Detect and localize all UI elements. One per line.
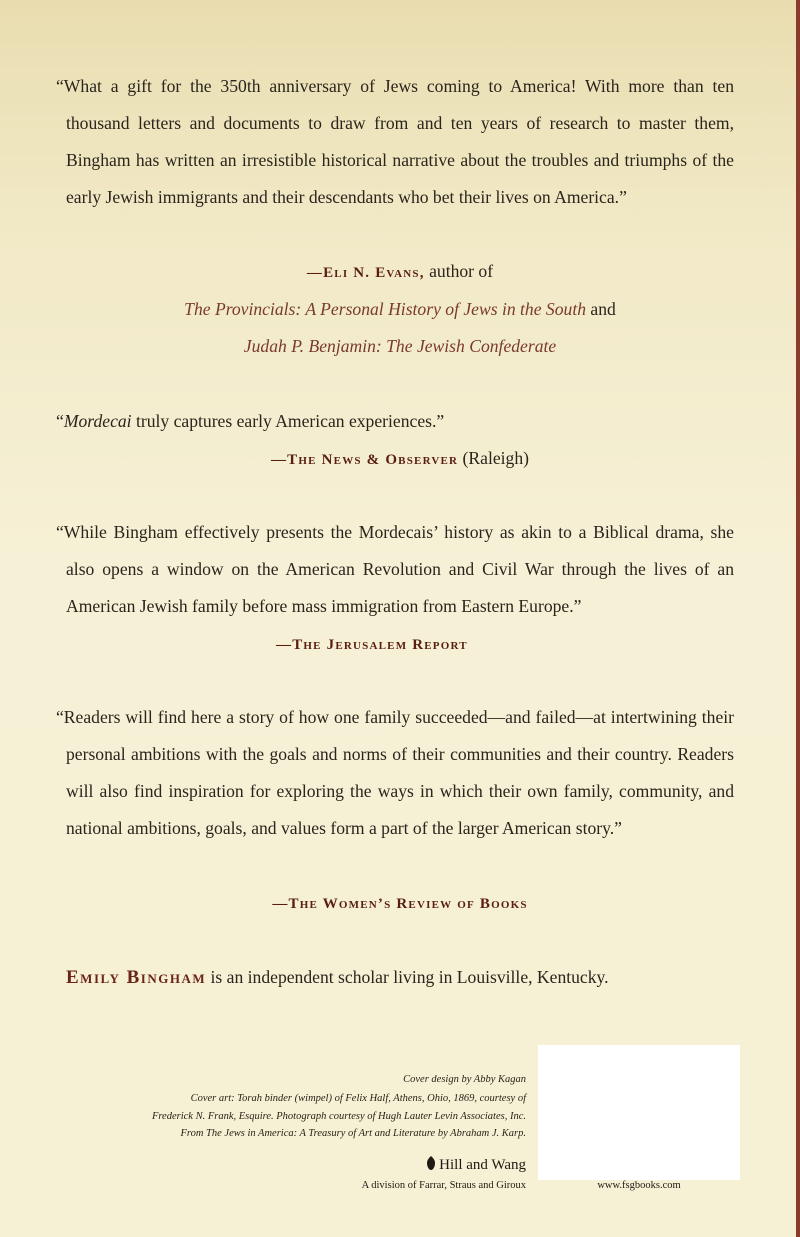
cover-art-line-1: Cover art: Torah binder (wimpel) of Felix Half, Athens, Ohio, 1869, courtesy of <box>190 1093 526 1104</box>
publisher-division-text: A division of Farrar, Straus and Giroux <box>361 1180 526 1191</box>
quote-womens-review-text: “Readers will find here a story of how one family succeeded—and failed—at intertwining their personal ambitions with the goals and norms of their communities and their country. Readers will also find inspiration for exploring the ways in which their own family, community, and national ambitions, goals, and values form a part of the larger American story.” <box>56 707 734 838</box>
quote-news-observer <box>56 403 734 440</box>
quote-news-observer-text: truly captures early American experiences.” <box>131 411 445 431</box>
quote-evans <box>56 68 734 216</box>
publisher-website <box>566 1180 712 1191</box>
quote-open-mark: “ <box>56 411 64 431</box>
book-reference-line-1 <box>66 291 734 328</box>
publisher-division <box>260 1180 526 1191</box>
spine-edge <box>796 0 800 1237</box>
cover-art-credit <box>60 1090 526 1143</box>
attribution-evans <box>66 253 734 292</box>
attribution-womens-review <box>66 884 734 923</box>
attribution-news-observer-name: —The News & Observer <box>270 452 459 468</box>
attribution-jerusalem-report-name: —The Jerusalem Report <box>276 637 468 653</box>
attribution-womens-review-name: —The Women’s Review of Books <box>272 896 528 912</box>
cover-design-credit <box>60 1071 526 1089</box>
attribution-evans-suffix: author of <box>424 261 494 281</box>
publisher-website-text: www.fsgbooks.com <box>597 1180 681 1191</box>
publisher-logo-icon <box>426 1156 436 1170</box>
author-bio-name: Emily Bingham <box>66 967 207 988</box>
quote-evans-text: “What a gift for the 350th anniversary of Jews coming to America! With more than ten thousand letters and documents to draw from and ten years of research to master them, Bingham has written an irresistible historical narrative about the troubles and triumphs of the early Jewish immigrants and their descendants who bet their lives on America.” <box>56 76 734 207</box>
book-title-benjamin: Judah P. Benjamin: The Jewish Confederate <box>243 336 557 356</box>
quote-womens-review <box>56 699 734 847</box>
author-bio <box>66 959 734 996</box>
barcode-area <box>538 1045 740 1180</box>
cover-art-line-2: Frederick N. Frank, Esquire. Photograph courtesy of Hugh Lauter Levin Associates, Inc. <box>151 1110 526 1122</box>
attribution-evans-name: —Eli N. Evans, <box>306 265 425 281</box>
book-title-provincials: The Provincials: A Personal History of Jews in the South <box>184 299 587 319</box>
attribution-news-observer-suffix: (Raleigh) <box>458 448 529 468</box>
attribution-jerusalem-report <box>276 625 536 664</box>
quote-jerusalem-report-text: “While Bingham effectively presents the Mordecais’ history as akin to a Biblical drama, she also opens a window on the American Revolution and Civil War through the lives of an American Jewish family before mass immigration from Eastern Europe.” <box>56 522 734 616</box>
book-and-text: and <box>586 299 616 319</box>
publisher-imprint <box>300 1156 526 1174</box>
author-bio-text: is an independent scholar living in Louisville, Kentucky. <box>206 967 609 987</box>
quote-mordecai-title: Mordecai <box>63 411 132 431</box>
cover-art-line-3: From The Jews in America: A Treasury of Art and Literature by Abraham J. Karp. <box>180 1128 526 1140</box>
cover-design-text: Cover design by Abby Kagan <box>403 1074 526 1085</box>
attribution-news-observer <box>66 440 734 479</box>
publisher-name: Hill and Wang <box>439 1157 526 1173</box>
book-reference-line-2 <box>66 328 734 365</box>
